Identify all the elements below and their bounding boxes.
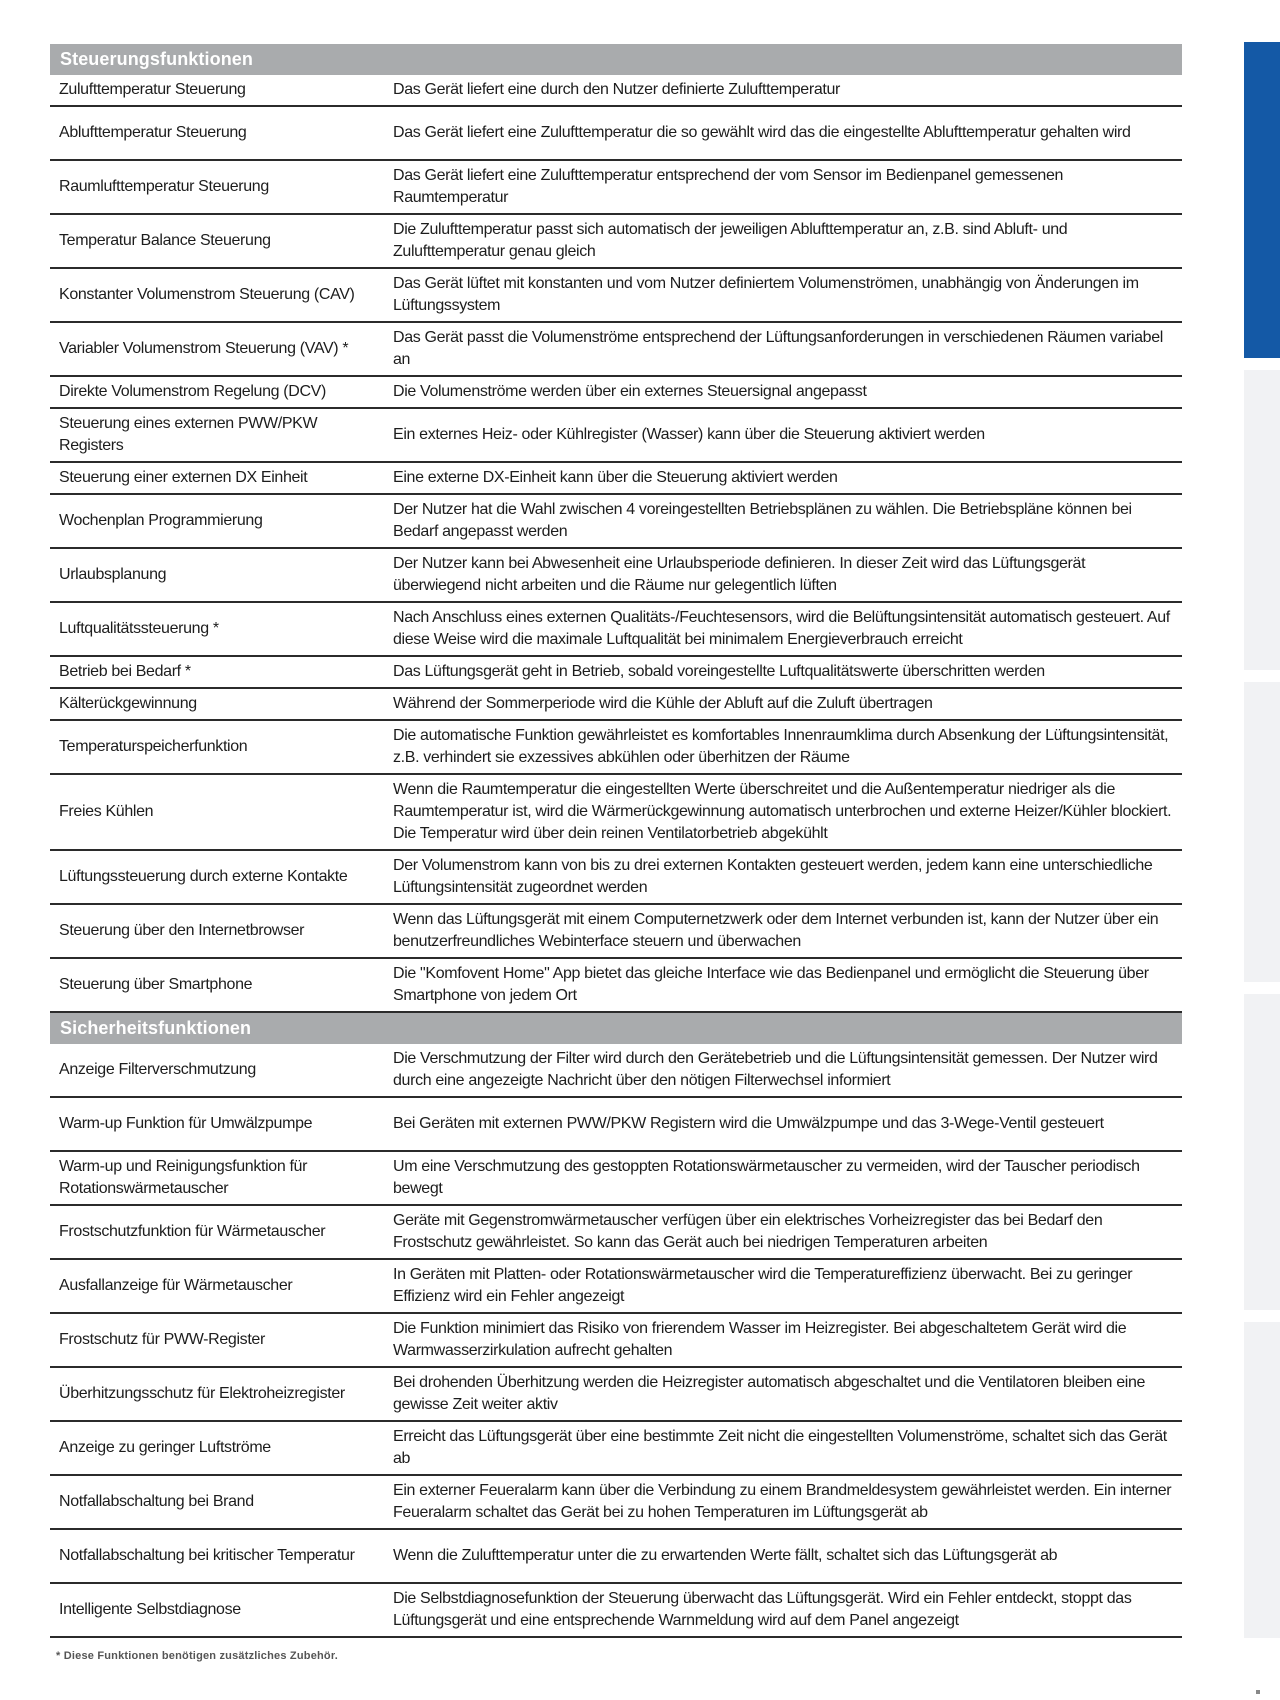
function-name: Temperaturspeicherfunktion (50, 720, 393, 774)
table-row (50, 1313, 1182, 1367)
table-row (50, 850, 1182, 904)
function-description: Die Selbstdiagnosefunktion der Steuerung überwacht das Lüftungsgerät. Wird ein Fehler entdeckt, stoppt das Lüftungsgerät und eine entsprechende Warnmeldung wird auf dem Panel angezeigt (393, 1583, 1182, 1637)
table-row (50, 720, 1182, 774)
table-row (50, 1205, 1182, 1259)
function-name: Steuerung über Smartphone (50, 958, 393, 1012)
table-row (50, 1529, 1182, 1583)
table-row (50, 214, 1182, 268)
function-description: Die Volumenströme werden über ein externes Steuersignal angepasst (393, 376, 1182, 408)
function-description: Der Volumenstrom kann von bis zu drei externen Kontakten gesteuert werden, jedem kann eine unterschiedliche Lüftungsintensität zugeordnet werden (393, 850, 1182, 904)
function-description: Bei drohenden Überhitzung werden die Heizregister automatisch abgeschaltet und die Ventilatoren bleiben eine gewisse Zeit weiter aktiv (393, 1367, 1182, 1421)
footnote: * Diese Funktionen benötigen zusätzliches Zubehör. (56, 1650, 338, 1662)
function-description: Eine externe DX-Einheit kann über die Steuerung aktiviert werden (393, 462, 1182, 494)
function-description: Die "Komfovent Home" App bietet das gleiche Interface wie das Bedienpanel und ermöglicht die Steuerung über Smartphone von jedem Ort (393, 958, 1182, 1012)
function-name: Anzeige zu geringer Luftströme (50, 1421, 393, 1475)
function-description: Die automatische Funktion gewährleistet es komfortables Innenraumklima durch Absenkung der Lüftungsintensität, z.B. verhindert sie exzessives abkühlen oder überhitzen der Räume (393, 720, 1182, 774)
function-name: Steuerung eines externen PWW/PKW Registers (50, 408, 393, 462)
function-name: Steuerung einer externen DX Einheit (50, 462, 393, 494)
function-description: Das Lüftungsgerät geht in Betrieb, sobald voreingestellte Luftqualitätswerte überschritten werden (393, 656, 1182, 688)
function-name: Anzeige Filterverschmutzung (50, 1044, 393, 1097)
function-description: Der Nutzer kann bei Abwesenheit eine Urlaubsperiode definieren. In dieser Zeit wird das Lüftungsgerät überwiegend nicht arbeiten und die Räume nur gelegentlich lüften (393, 548, 1182, 602)
function-name: Lüftungssteuerung durch externe Kontakte (50, 850, 393, 904)
function-name: Wochenplan Programmierung (50, 494, 393, 548)
function-description: Wenn die Raumtemperatur die eingestellten Werte überschreitet und die Außentemperatur niedriger als die Raumtemperatur ist, wird die Wärmerückgewinnung automatisch unterbrochen und externe Heizer/Kühler blockiert. Die Temperatur wird über dein reinen Ventilatorbetrieb abgekühlt (393, 774, 1182, 850)
function-description: Bei Geräten mit externen PWW/PKW Registern wird die Umwälzpumpe und das 3-Wege-Ventil gesteuert (393, 1097, 1182, 1151)
function-description: In Geräten mit Platten- oder Rotationswärmetauscher wird die Temperatureffizienz überwacht. Bei zu geringer Effizienz wird ein Fehler angezeigt (393, 1259, 1182, 1313)
table-row (50, 602, 1182, 656)
function-name: Steuerung über den Internetbrowser (50, 904, 393, 958)
side-tab (1244, 1322, 1280, 1638)
table-row (50, 322, 1182, 376)
function-name: Freies Kühlen (50, 774, 393, 850)
table-row (50, 462, 1182, 494)
function-description: Das Gerät lüftet mit konstanten und vom Nutzer definiertem Volumenströmen, unabhängig von Änderungen im Lüftungssystem (393, 268, 1182, 322)
side-tab-strip (1244, 42, 1280, 1650)
function-description: Die Verschmutzung der Filter wird durch den Gerätebetrieb und die Lüftungsintensität gemessen. Der Nutzer wird durch eine angezeigte Nachricht über den nötigen Filterwechsel informiert (393, 1044, 1182, 1097)
function-name: Kälterückgewinnung (50, 688, 393, 720)
table-row (50, 376, 1182, 408)
function-table (50, 44, 1182, 1638)
function-description: Während der Sommerperiode wird die Kühle der Abluft auf die Zuluft übertragen (393, 688, 1182, 720)
side-tab (1244, 370, 1280, 670)
table-row (50, 1475, 1182, 1529)
function-name: Frostschutzfunktion für Wärmetauscher (50, 1205, 393, 1259)
function-name: Raumlufttemperatur Steuerung (50, 160, 393, 214)
side-tab (1244, 682, 1280, 982)
document-page (50, 44, 1182, 1662)
table-row (50, 1151, 1182, 1205)
function-description: Der Nutzer hat die Wahl zwischen 4 voreingestellten Betriebsplänen zu wählen. Die Betriebspläne können bei Bedarf angepasst werden (393, 494, 1182, 548)
table-row (50, 494, 1182, 548)
table-row (50, 688, 1182, 720)
function-name: Ausfallanzeige für Wärmetauscher (50, 1259, 393, 1313)
function-description: Ein externer Feueralarm kann über die Verbindung zu einem Brandmeldesystem gewährleistet werden. Ein interner Feueralarm schaltet das Gerät bei zu hohen Temperaturen im Lüftungsgerät ab (393, 1475, 1182, 1529)
table-row (50, 1044, 1182, 1097)
function-description: Die Funktion minimiert das Risiko von frierendem Wasser im Heizregister. Bei abgeschaltetem Gerät wird die Warmwasserzirkulation aufrecht gehalten (393, 1313, 1182, 1367)
table-row (50, 106, 1182, 160)
function-name: Betrieb bei Bedarf * (50, 656, 393, 688)
function-description: Geräte mit Gegenstromwärmetauscher verfügen über ein elektrisches Vorheizregister das bei Bedarf den Frostschutz gewährleistet. So kann das Gerät auch bei niedrigen Temperaturen arbeiten (393, 1205, 1182, 1259)
function-name: Notfallabschaltung bei kritischer Temperatur (50, 1529, 393, 1583)
function-name: Zulufttemperatur Steuerung (50, 75, 393, 106)
function-description: Das Gerät liefert eine Zulufttemperatur die so gewählt wird das die eingestellte Ablufttemperatur gehalten wird (393, 106, 1182, 160)
function-name: Intelligente Selbstdiagnose (50, 1583, 393, 1637)
table-row (50, 75, 1182, 106)
table-row (50, 958, 1182, 1012)
table-row (50, 548, 1182, 602)
function-description: Wenn die Zulufttemperatur unter die zu erwartenden Werte fällt, schaltet sich das Lüftungsgerät ab (393, 1529, 1182, 1583)
function-description: Das Gerät passt die Volumenströme entsprechend der Lüftungsanforderungen in verschiedenen Räumen variabel an (393, 322, 1182, 376)
table-row (50, 160, 1182, 214)
table-row (50, 1583, 1182, 1637)
function-name: Temperatur Balance Steuerung (50, 214, 393, 268)
section-title: Steuerungsfunktionen (50, 44, 1182, 75)
function-name: Warm-up Funktion für Umwälzpumpe (50, 1097, 393, 1151)
function-name: Frostschutz für PWW-Register (50, 1313, 393, 1367)
side-tab-active (1244, 42, 1280, 358)
function-description: Wenn das Lüftungsgerät mit einem Computernetzwerk oder dem Internet verbunden ist, kann der Nutzer über ein benutzerfreundliches Webinterface steuern und überwachen (393, 904, 1182, 958)
function-description: Nach Anschluss eines externen Qualitäts-/Feuchtesensors, wird die Belüftungsintensität automatisch gesteuert. Auf diese Weise wird die maximale Luftqualität bei minimalem Energieverbrauch erreicht (393, 602, 1182, 656)
function-name: Überhitzungsschutz für Elektroheizregister (50, 1367, 393, 1421)
function-description: Um eine Verschmutzung des gestoppten Rotationswärmetauscher zu vermeiden, wird der Tauscher periodisch bewegt (393, 1151, 1182, 1205)
section-title: Sicherheitsfunktionen (50, 1012, 1182, 1044)
function-name: Direkte Volumenstrom Regelung (DCV) (50, 376, 393, 408)
function-name: Ablufttemperatur Steuerung (50, 106, 393, 160)
function-name: Variabler Volumenstrom Steuerung (VAV) * (50, 322, 393, 376)
page-marker (1256, 1690, 1260, 1694)
section-header-steuerung (50, 44, 1182, 75)
side-tab (1244, 994, 1280, 1310)
table-row (50, 408, 1182, 462)
table-row (50, 1097, 1182, 1151)
table-row (50, 268, 1182, 322)
table-row (50, 774, 1182, 850)
function-description: Das Gerät liefert eine Zulufttemperatur entsprechend der vom Sensor im Bedienpanel gemessenen Raumtemperatur (393, 160, 1182, 214)
function-name: Luftqualitätssteuerung * (50, 602, 393, 656)
function-name: Notfallabschaltung bei Brand (50, 1475, 393, 1529)
function-description: Erreicht das Lüftungsgerät über eine bestimmte Zeit nicht die eingestellten Volumenströme, schaltet sich das Gerät ab (393, 1421, 1182, 1475)
section-header-sicherheit (50, 1012, 1182, 1044)
function-name: Urlaubsplanung (50, 548, 393, 602)
function-name: Warm-up und Reinigungsfunktion für Rotationswärmetauscher (50, 1151, 393, 1205)
function-description: Die Zulufttemperatur passt sich automatisch der jeweiligen Ablufttemperatur an, z.B. sind Abluft- und Zulufttemperatur genau gleich (393, 214, 1182, 268)
function-description: Ein externes Heiz- oder Kühlregister (Wasser) kann über die Steuerung aktiviert werden (393, 408, 1182, 462)
table-row (50, 1421, 1182, 1475)
table-row (50, 904, 1182, 958)
function-description: Das Gerät liefert eine durch den Nutzer definierte Zulufttemperatur (393, 75, 1182, 106)
function-name: Konstanter Volumenstrom Steuerung (CAV) (50, 268, 393, 322)
table-row (50, 1367, 1182, 1421)
table-row (50, 1259, 1182, 1313)
table-row (50, 656, 1182, 688)
